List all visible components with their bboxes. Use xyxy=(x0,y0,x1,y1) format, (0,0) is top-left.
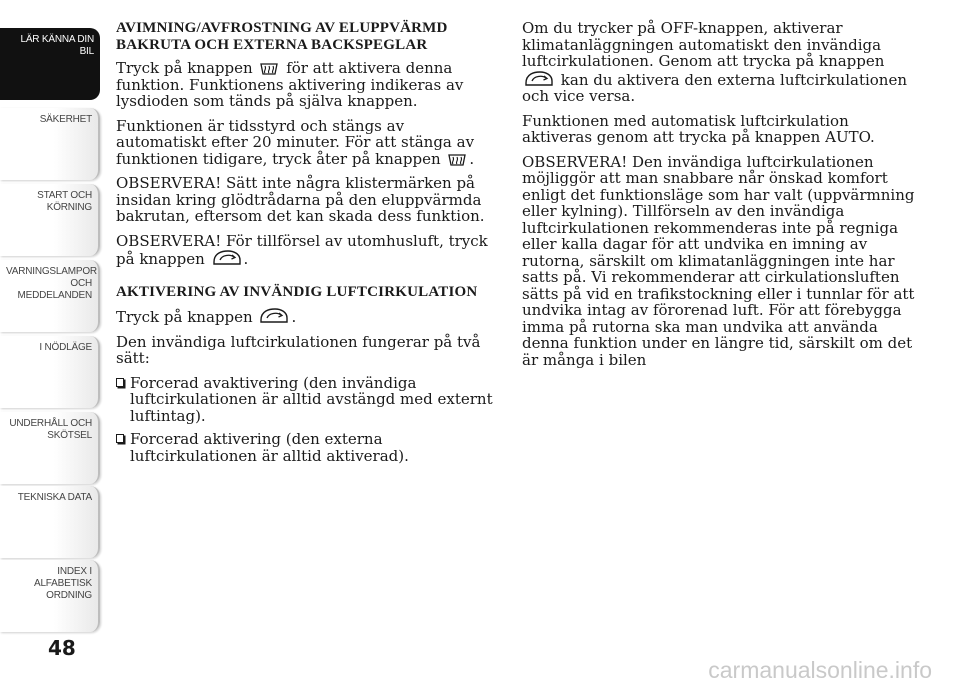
tab-label: I NÖDLÄGE xyxy=(39,342,92,353)
air-recirculation-icon xyxy=(524,70,554,88)
list-item xyxy=(116,375,496,425)
text: . xyxy=(243,250,249,268)
tab-sakerhet[interactable] xyxy=(0,108,100,180)
left-column xyxy=(116,20,496,471)
text: Forcerad avaktivering (den invändiga luftcirkulationen är alltid avstängd med externt luftintag). xyxy=(130,373,493,425)
tab-varningslampor[interactable] xyxy=(0,260,100,332)
tab-label: LÄR KÄNNA DIN BIL xyxy=(20,34,94,57)
air-recirculation-icon xyxy=(212,249,242,267)
paragraph xyxy=(116,118,496,168)
rear-window-defrost-icon xyxy=(447,153,467,167)
paragraph: OBSERVERA! Sätt inte några klistermärken på insidan kring glödtrådarna på den eluppvärmda bakrutan, eftersom det kan skada dess funktion. xyxy=(116,174,485,225)
text: Funktionen är tidsstyrd och stängs av automatiskt efter 20 minuter. För att stänga av funktionen tidigare, tryck åter på knappen xyxy=(116,116,475,168)
heading-defrost: AVIMNING/AVFROSTNING AV ELUPPVÄRMD BAKRUTA OCH EXTERNA BACKSPEGLAR xyxy=(116,20,448,53)
checkbox-bullet-icon xyxy=(116,434,124,443)
text: Forcerad aktivering (den externa luftcirkulationen är alltid aktiverad). xyxy=(130,430,409,465)
list-item xyxy=(116,431,496,464)
text: kan du aktivera den externa luftcirkulationen och vice versa. xyxy=(522,70,908,105)
paragraph xyxy=(116,233,496,268)
watermark: carmanualsonline.info xyxy=(708,657,932,683)
tab-tekniska-data[interactable] xyxy=(0,486,100,558)
right-column xyxy=(522,20,917,376)
text: . xyxy=(469,149,475,168)
paragraph: Funktionen med automatisk luftcirkulation aktiveras genom att trycka på knappen AUTO. xyxy=(522,111,875,146)
checkbox-bullet-icon xyxy=(116,378,124,387)
tab-label: START OCH KÖRNING xyxy=(37,190,92,213)
tab-label: VARNINGSLAMPOR OCH MEDDELANDEN xyxy=(6,266,97,301)
paragraph: OBSERVERA! Den invändiga luftcirkulationen möjliggör att man snabbare når önskad komfort enligt det funktionsläge som har valt (uppvärmning eller kylning). Tillförseln av den invändiga luftcirkulationen rekommenderas inte på regniga eller kalla dagar för att undvika en imning av rutorna, särskilt om klimatanläggningen inte har satts på. Vi rekommenderar att cirkulationsluften sätts på vid en trafikstockning eller i tunnlar för att undvika intag av förorenad luft. För att förebygga imma på rutorna ska man undvika att använda denna funktion under en längre tid, särskilt om det är många i bilen xyxy=(522,152,915,369)
text: . xyxy=(291,308,297,326)
text: Om du trycker på OFF-knappen, aktiverar klimatanläggningen automatiskt den invändiga luftcirkulationen. Genom att trycka på knappen xyxy=(522,19,885,70)
tab-label: SÄKERHET xyxy=(39,114,92,125)
tab-start-och-korning[interactable] xyxy=(0,184,100,256)
paragraph: Den invändiga luftcirkulationen fungerar på två sätt: xyxy=(116,332,481,367)
text: för att aktivera denna funktion. Funktionens aktivering indikeras av lysdioden som tänds på själva knappen. xyxy=(116,59,464,110)
tab-label: TEKNISKA DATA xyxy=(17,492,92,503)
tab-index[interactable] xyxy=(0,560,100,632)
heading-recirculation: AKTIVERING AV INVÄNDIG LUFTCIRKULATION xyxy=(116,283,478,300)
tab-label: INDEX I ALFABETISK ORDNING xyxy=(33,566,92,601)
text: Tryck på knappen xyxy=(116,59,253,77)
paragraph xyxy=(116,60,496,110)
tab-lar-kanna-din-bil[interactable] xyxy=(0,28,100,100)
text: OBSERVERA! För tillförsel av utomhusluft, tryck på knappen xyxy=(116,231,488,268)
paragraph xyxy=(116,307,496,326)
paragraph xyxy=(522,20,917,105)
bullet-list xyxy=(116,375,496,465)
text: Tryck på knappen xyxy=(116,308,253,326)
tab-i-nodlage[interactable] xyxy=(0,336,100,408)
rear-window-defrost-icon xyxy=(259,62,279,76)
air-recirculation-icon xyxy=(259,307,289,325)
page-number: 48 xyxy=(48,636,76,660)
tab-label: UNDERHÅLL OCH SKÖTSEL xyxy=(9,418,92,441)
tab-underhall-och-skotsel[interactable] xyxy=(0,412,100,484)
